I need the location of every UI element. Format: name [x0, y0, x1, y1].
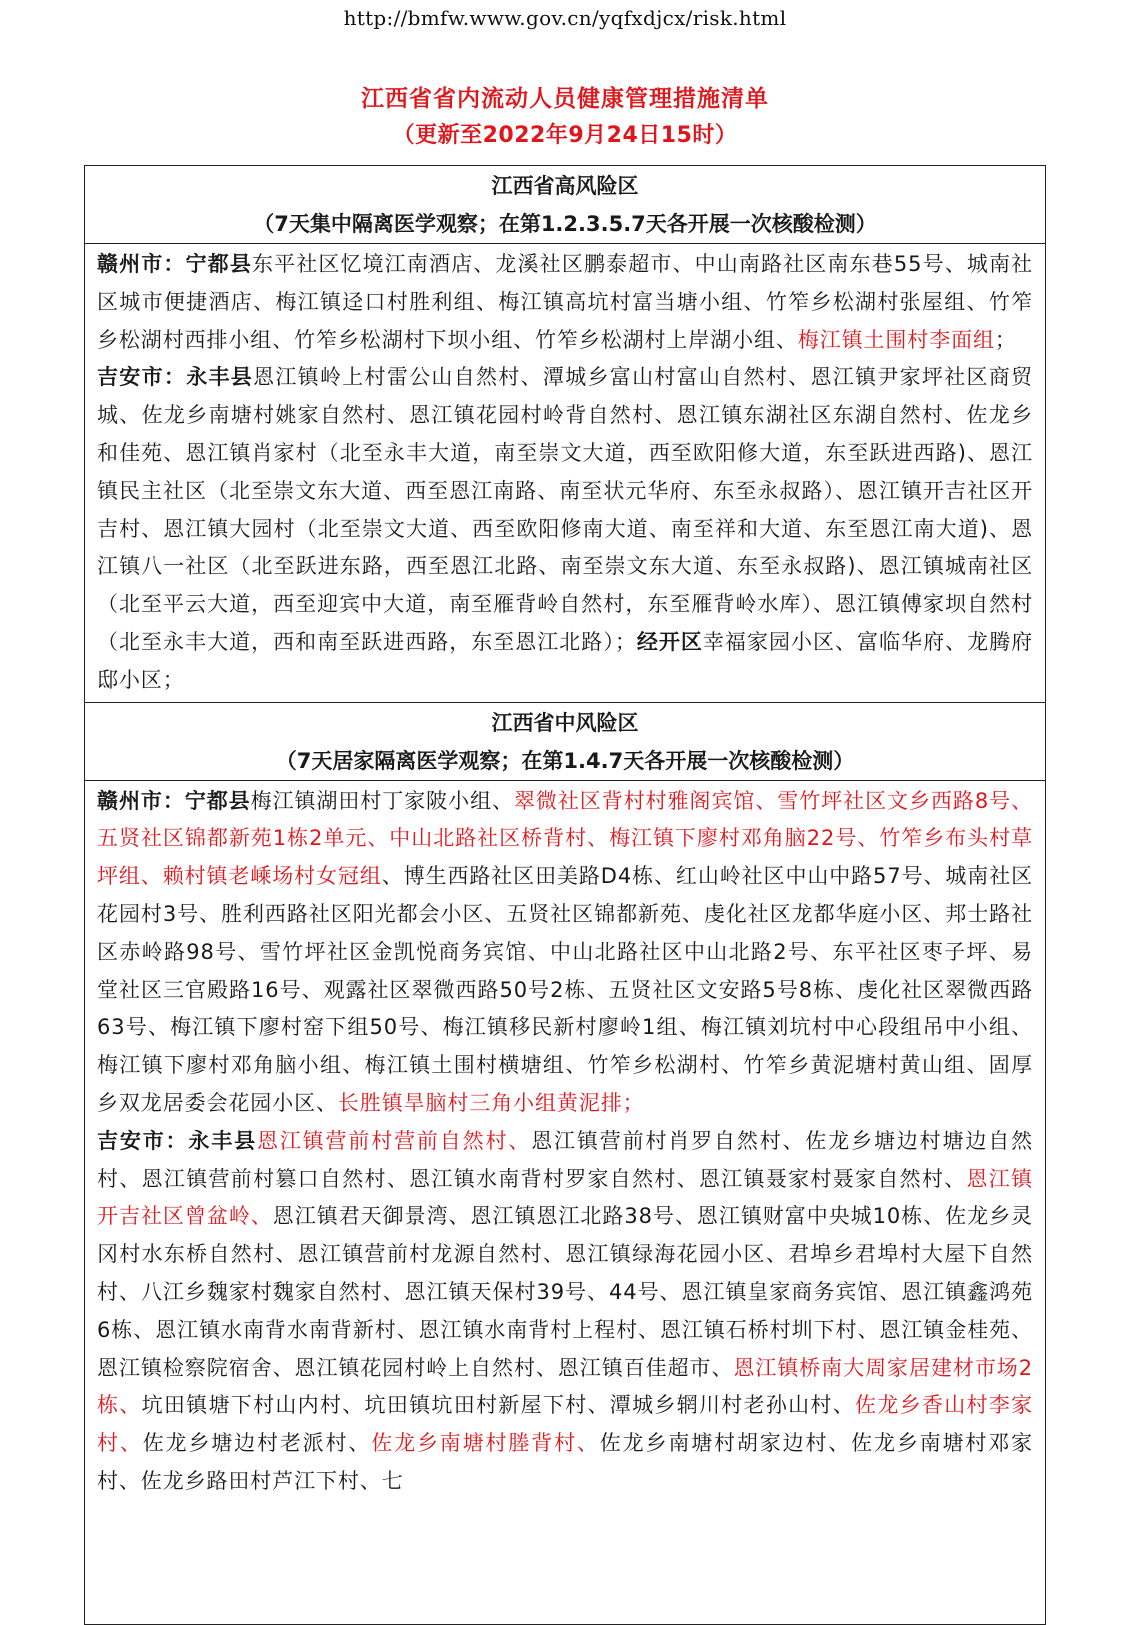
region-label: 经开区: [636, 629, 703, 654]
highlighted-area: 恩江镇营前村营前自然村、: [256, 1128, 532, 1153]
high-risk-measure: （7天集中隔离医学观察；在第1.2.3.5.7天各开展一次核酸检测）: [253, 212, 877, 236]
mid-risk-list: [85, 781, 1045, 1503]
area-text: 梅江镇湖田村丁家陂小组、: [250, 788, 514, 813]
region-label: 宁都县: [185, 252, 252, 276]
area-text: 佐龙乡南塘村胡家边村、佐龙乡南塘村邓家村、佐龙乡路田村芦江下村、七: [97, 1431, 1034, 1493]
area-text: 恩江镇营前村肖罗自然村、佐龙乡塘边村塘边自然村、恩江镇营前村篡口自然村、恩江镇水南背村罗家自然村、恩江镇聂家村聂家自然村、: [97, 1128, 1033, 1191]
area-text: 、博生西路社区田美路D4栋、红山岭社区中山中路57号、城南社区花园村3号、胜利西路社区阳光都会小区、五贤社区锦都新苑、虔化社区龙都华庭小区、邦士路社区赤岭路98号、雪竹坪社区金凯悦商务宾馆、中山北路社区中山北路2号、东平社区枣子坪、易堂社区三官殿路16号、观露社区翠微西路50号2栋、五贤社区文安路5号8栋、虔化社区翠微西路63号、梅江镇下廖村窑下组50号、梅江镇移民新村廖岭1组、梅江镇刘坑村中心段组吊中小组、梅江镇下廖村邓角脑小组、梅江镇土围村横塘组、竹笮乡松湖村、竹笮乡黄泥塘村黄山组、固厚乡双龙居委会花园小区、: [97, 864, 1033, 1115]
risk-area-table: [84, 165, 1046, 1625]
highlighted-area: 翠微社区背村村雅阁宾馆、雪竹坪社区文乡西路8号、五贤社区锦都新苑1栋2单元、中山北路社区桥背村、梅江镇下廖村邓角脑22号、竹笮乡布头村草坪组、赖村镇老嵊场村女冠组: [97, 788, 1033, 889]
high-risk-list: [85, 244, 1045, 702]
mid-risk-measure: （7天居家隔离医学观察；在第1.4.7天各开展一次核酸检测）: [275, 748, 855, 773]
area-text: 坑田镇塘下村山内村、坑田镇坑田村新屋下村、潭城乡辋川村老孙山村、: [141, 1393, 856, 1418]
area-text: 恩江镇岭上村雷公山自然村、潭城乡富山村富山自然村、恩江镇尹家坪社区商贸城、佐龙乡南塘村姚家自然村、恩江镇花园村岭背自然村、恩江镇东湖社区东湖自然村、佐龙乡和佳苑、恩江镇肖家村（北至永丰大道，南至崇文大道，西至欧阳修大道，东至跃进西路)、恩江镇民主社区（北至崇文东大道、西至恩江南路、南至状元华府、东至永叔路）、恩江镇开吉社区开吉村、恩江镇大园村（北至崇文大道、西至欧阳修南大道、南至祥和大道、东至恩江南大道)、恩江镇八一社区（北至跃进东路，西至恩江北路、南至崇文东大道、东至永叔路)、恩江镇城南社区（北至平云大道，西至迎宾中大道，南至雁背岭自然村，东至雁背岭水库）、恩江镇傅家坝自然村（北至永丰大道，西和南至跃进西路，东至恩江北路）；: [97, 365, 1033, 654]
region-label: 吉安市：: [97, 365, 187, 390]
region-label: 赣州市：: [97, 788, 185, 813]
highlighted-area: 恩江镇桥南大周家居建材市场2栋、: [97, 1355, 1033, 1418]
highlighted-area: 长胜镇旱脑村三角小组黄泥排；: [337, 1090, 645, 1115]
highlighted-area: 梅江镇土围村李面组: [797, 327, 995, 352]
mid-risk-header: [85, 702, 1045, 781]
area-text: 幸福家园小区、富临华府、龙腾府邸小区；: [97, 629, 1034, 692]
highlighted-area: 佐龙乡南塘村塍背村、: [371, 1431, 600, 1456]
area-text: ；: [994, 327, 1017, 352]
area-text: 恩江镇君天御景湾、恩江镇恩江北路38号、恩江镇财富中央城10栋、佐龙乡灵冈村水东桥自然村、恩江镇营前村龙源自然村、恩江镇绿海花园小区、君埠乡君埠村大屋下自然村、八江乡魏家村魏家自然村、恩江镇天保村39号、44号、恩江镇皇家商务宾馆、恩江镇鑫鸿苑6栋、恩江镇水南背水南背新村、恩江镇水南背村上程村、恩江镇石桥村圳下村、恩江镇金桂苑、恩江镇检察院宿舍、恩江镇花园村岭上自然村、恩江镇百佳超市、: [97, 1204, 1033, 1380]
page-url: http://bmfw.www.gov.cn/yqfxdjcx/risk.html: [343, 6, 787, 30]
region-label: 永丰县: [186, 365, 254, 390]
area-text: 东平社区忆境江南酒店、龙溪社区鹏泰超市、中山南路社区南东巷55号、城南社区城市便捷酒店、梅江镇迳口村胜利组、梅江镇高坑村富当塘小组、竹笮乡松湖村张屋组、竹笮乡松湖村西排小组、竹笮乡松湖村下坝小组、竹笮乡松湖村上岸湖小组、: [97, 252, 1034, 352]
highlighted-area: 恩江镇开吉社区曾盆岭、: [97, 1166, 1033, 1229]
document-title: 江西省省内流动人员健康管理措施清单: [361, 86, 769, 112]
region-label: 吉安市：: [97, 1128, 189, 1153]
region-label: 永丰县: [188, 1128, 257, 1153]
area-paragraph: [97, 1123, 1033, 1501]
region-label: 宁都县: [184, 788, 251, 813]
region-label: 赣州市：: [97, 252, 186, 276]
area-paragraph: [97, 359, 1033, 699]
highlighted-area: 佐龙乡香山村李家村、: [97, 1393, 1033, 1456]
high-risk-header: [85, 166, 1045, 244]
document-subtitle: （更新至2022年9月24日15时）: [392, 123, 738, 148]
area-paragraph: [97, 246, 1033, 359]
high-risk-title: 江西省高风险区: [491, 174, 639, 198]
area-text: 佐龙乡塘边村老派村、: [142, 1431, 372, 1456]
area-paragraph: [97, 783, 1033, 1123]
mid-risk-title: 江西省中风险区: [491, 710, 639, 735]
